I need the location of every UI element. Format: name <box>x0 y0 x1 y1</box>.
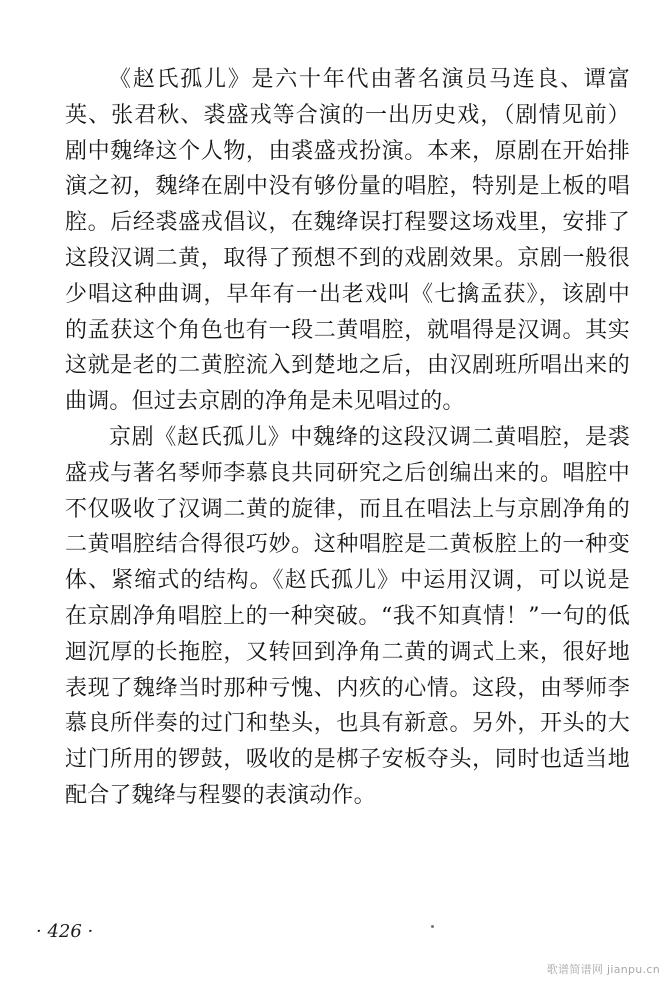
paragraph-1: 《赵氏孤儿》是六十年代由著名演员马连良、谭富英、张君秋、裘盛戎等合演的一出历史戏，（剧情见前）剧中魏绛这个人物，由裘盛戎扮演。本来，原剧在开始排演之初，魏绛在剧中没有够份量的唱腔，特别是上板的唱腔。后经裘盛戎倡议，在魏绛误打程婴这场戏里，安排了这段汉调二黄，取得了预想不到的戏剧效果。京剧一般很少唱这种曲调，早年有一出老戏叫《七擒孟获》，该剧中的孟获这个角色也有一段二黄唱腔，就唱得是汉调。其实这就是老的二黄腔流入到楚地之后，由汉剧班所唱出来的曲调。但过去京剧的净角是未见唱过的。 <box>65 67 630 415</box>
page-number: · 426 · <box>36 921 94 942</box>
ink-speck <box>431 925 434 928</box>
site-watermark: 歌谱简谱网 jianpu.cn <box>546 963 660 976</box>
paragraph-2: 京剧《赵氏孤儿》中魏绛的这段汉调二黄唱腔，是裘盛戎与著名琴师李慕良共同研究之后创编出来的。唱腔中不仅吸收了汉调二黄的旋律，而且在唱法上与京剧净角的二黄唱腔结合得很巧妙。这种唱腔是二黄板腔上的一种变体、紧缩式的结构。《赵氏孤儿》中运用汉调，可以说是在京剧净角唱腔上的一种突破。“我不知真情！”一句的低迴沉厚的长拖腔，又转回到净角二黄的调式上来，很好地表现了魏绛当时那种亏愧、内疚的心情。这段，由琴师李慕良所伴奏的过门和垫头，也具有新意。另外，开头的大过门所用的锣鼓，吸收的是梆子安板夺头，同时也适当地配合了魏绛与程婴的表演动作。 <box>65 424 630 808</box>
body-text <box>65 62 630 814</box>
